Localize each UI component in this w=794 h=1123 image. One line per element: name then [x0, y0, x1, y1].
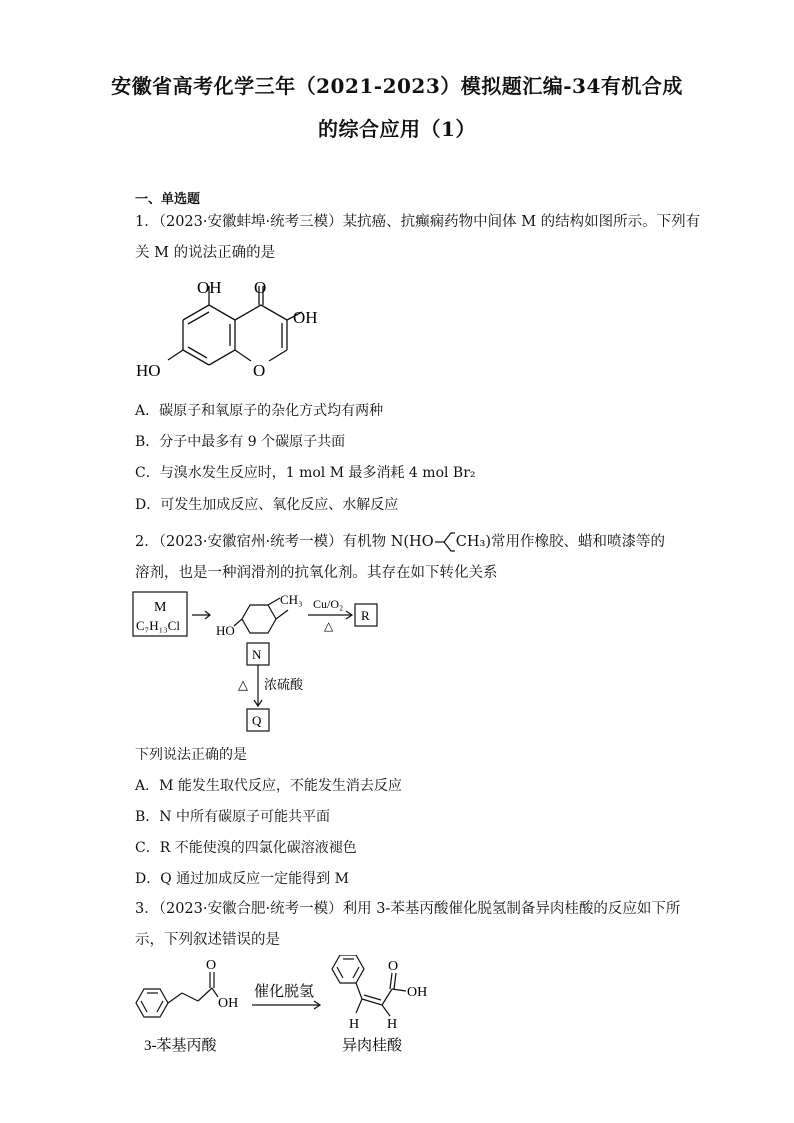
- q2-option-c: C．R 不能使溴的四氯化碳溶液褪色: [135, 840, 357, 856]
- box-m-formula: C₇H₁₃Cl: [136, 618, 180, 633]
- q3-reaction-scheme: [130, 955, 450, 1060]
- q3-stem-line2: 示，下列叙述错误的是: [135, 932, 280, 948]
- q2-option-b: B．N 中所有碳原子可能共平面: [135, 809, 330, 825]
- right-oh-label: OH: [407, 985, 428, 1000]
- box-m-label: M: [154, 600, 167, 615]
- box-q-label: Q: [252, 713, 262, 728]
- right-h2-label: H: [387, 1017, 398, 1032]
- right-h1-label: H: [349, 1017, 360, 1032]
- q1-option-b: B．分子中最多有 9 个碳原子共面: [135, 434, 346, 450]
- q2-option-d: D．Q 通过加成反应一定能得到 M: [135, 871, 349, 887]
- q3-stem-line1: 3．（2023·安徽合肥·统考一模）利用 3-苯基丙酸催化脱氢制备异肉桂酸的反应如下所: [135, 901, 681, 917]
- q2-stem-line1: [135, 530, 665, 554]
- q1-stem-line2: 关 M 的说法正确的是: [135, 245, 276, 261]
- q1-stem-line1: 1．（2023·安徽蚌埠·统考三模）某抗癌、抗癫痫药物中间体 M 的结构如图所示。下列有: [135, 214, 701, 230]
- cyclohexane-ring-icon: [435, 530, 455, 554]
- arrow-label-dehydrogenation: 催化脱氢: [254, 984, 315, 1000]
- q1-option-d: D．可发生加成反应、氧化反应、水解反应: [135, 497, 399, 513]
- heat-symbol-side: △: [238, 677, 248, 692]
- box-r-label: R: [361, 608, 370, 623]
- ho-label: HO: [216, 623, 235, 638]
- page-title-line1: 安徽省高考化学三年（2021-2023）模拟题汇编-34有机合成: [111, 74, 683, 98]
- q2-reaction-scheme: [130, 588, 390, 738]
- q1-option-c: C．与溴水发生反应时，1 mol M 最多消耗 4 mol Br₂: [135, 465, 476, 481]
- q2-option-a: A．M 能发生取代反应，不能发生消去反应: [135, 778, 402, 794]
- q2-stem2: 下列说法正确的是: [135, 747, 247, 763]
- right-compound-name: 异肉桂酸: [342, 1038, 403, 1054]
- q2-stem-line2: 溶剂，也是一种润滑剂的抗氧化剂。其存在如下转化关系: [135, 565, 498, 581]
- ho-left-label: HO: [136, 361, 161, 380]
- left-compound-name: 3-苯基丙酸: [144, 1038, 217, 1054]
- conc-sulfuric-acid-label: 浓硫酸: [264, 677, 304, 692]
- box-n-label: N: [252, 647, 262, 662]
- section-heading: 一、单选题: [135, 192, 201, 207]
- left-o-label: O: [206, 958, 217, 973]
- page-title-line2: 的综合应用（1）: [318, 117, 476, 141]
- reagent-cu-o2: Cu/O₂: [313, 597, 344, 611]
- carbonyl-o-label: O: [254, 278, 267, 297]
- oh-right-label: OH: [293, 308, 318, 327]
- heat-symbol-top: △: [324, 619, 334, 633]
- q2-stem-line1-start: 2．（2023·安徽宿州·统考一模）有机物 N(HO: [135, 533, 434, 550]
- ring-o-label: O: [253, 361, 266, 380]
- q1-molecule-structure: [130, 272, 350, 387]
- ch3-label: CH₃: [280, 592, 303, 607]
- oh-top-label: OH: [197, 278, 222, 297]
- q2-stem-line1-end: CH₃)常用作橡胶、蜡和喷漆等的: [455, 533, 665, 550]
- right-o-label: O: [388, 959, 399, 974]
- left-oh-label: OH: [218, 996, 239, 1011]
- q1-option-a: A．碳原子和氧原子的杂化方式均有两种: [135, 403, 384, 419]
